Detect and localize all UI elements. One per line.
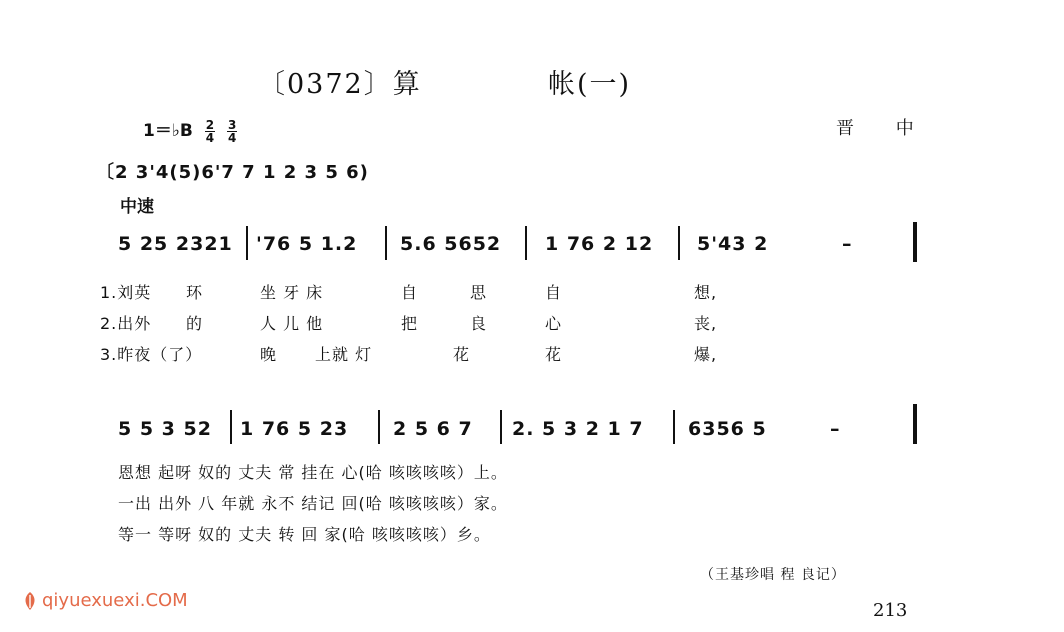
- barline: [678, 226, 680, 260]
- staff1-measure-3: 5.6 5652: [400, 233, 502, 255]
- staff1-measure-2: '76 5 1.2: [256, 233, 358, 255]
- lyric-word: 自: [401, 283, 419, 302]
- barline: [230, 410, 232, 444]
- staff2-measure-2: 1 76 5 23: [240, 418, 349, 440]
- region-label: 晋 中: [836, 118, 932, 139]
- lyric-word: 想,: [694, 283, 718, 302]
- barline: [913, 222, 917, 262]
- watermark-text: qiyuexuexi.COM: [42, 590, 188, 611]
- meter-1-num: 2: [205, 117, 215, 132]
- meter-2-den: 4: [228, 130, 237, 145]
- meter-2-num: 3: [228, 117, 237, 132]
- barline: [913, 404, 917, 444]
- staff2-measure-6: –: [830, 418, 841, 440]
- lyric-word: 良: [470, 314, 488, 333]
- meter-2: [227, 119, 237, 144]
- leaf-logo-icon: [22, 591, 38, 611]
- staff2-measure-1: 5 5 3 52: [118, 418, 212, 440]
- staff1-measure-4: 1 76 2 12: [545, 233, 654, 255]
- page-number: 213: [873, 600, 908, 621]
- title-part-1: 〔0372〕算: [258, 69, 422, 100]
- meter-1: [205, 119, 215, 144]
- barline: [385, 226, 387, 260]
- lyric-word: 人 儿 他: [260, 314, 324, 333]
- title-part-2: 帐(一): [548, 69, 632, 100]
- barline: [246, 226, 248, 260]
- key-signature: [143, 116, 237, 144]
- lyric-word: 花: [545, 345, 563, 364]
- watermark: [22, 590, 188, 611]
- lyric-word: 丧,: [694, 314, 718, 333]
- staff2-measure-4: 2. 5 3 2 1 7: [512, 418, 644, 440]
- lyric-word: 花: [453, 345, 471, 364]
- meter-1-den: 4: [205, 130, 215, 145]
- lyric-word: 上就 灯: [315, 345, 373, 364]
- intro-line: 〔2 3'4(5)6'7 7 1 2 3 5 6): [96, 162, 369, 183]
- lyric2-row-1: 恩想 起呀 奴的 丈夫 常 挂在 心(哈 咳咳咳咳）上。: [118, 463, 508, 482]
- credit-line: （王基珍唱 程 良记）: [700, 567, 846, 583]
- lyric-word: 坐 牙 床: [260, 283, 324, 302]
- lyric2-row-2: 一出 出外 八 年就 永不 结记 回(哈 咳咳咳咳）家。: [118, 494, 508, 513]
- staff2-measure-5: 6356 5: [688, 418, 767, 440]
- lyric-word: 2.出外: [100, 314, 152, 333]
- lyric-word: 3.昨夜（了）: [100, 345, 203, 364]
- barline: [673, 410, 675, 444]
- lyric2-row-3: 等一 等呀 奴的 丈夫 转 回 家(哈 咳咳咳咳）乡。: [118, 525, 491, 544]
- lyric-word: 的: [186, 314, 204, 333]
- lyric-word: 环: [186, 283, 204, 302]
- staff2-measure-3: 2 5 6 7: [393, 418, 473, 440]
- barline: [500, 410, 502, 444]
- staff1-measure-1: 5 25 2321: [118, 233, 233, 255]
- barline: [378, 410, 380, 444]
- staff1-measure-5: 5'43 2: [697, 233, 769, 255]
- staff1-measure-6: –: [842, 233, 853, 255]
- lyric-word: 思: [470, 283, 488, 302]
- key-text: 1＝♭B: [143, 121, 193, 141]
- tempo-marking: 中速: [120, 197, 154, 217]
- lyric-word: 晚: [260, 345, 278, 364]
- lyric-word: 自: [545, 283, 563, 302]
- lyric-word: 1.刘英: [100, 283, 152, 302]
- lyric-word: 把: [401, 314, 419, 333]
- lyric-word: 爆,: [694, 345, 718, 364]
- lyric-word: 心: [545, 314, 563, 333]
- barline: [525, 226, 527, 260]
